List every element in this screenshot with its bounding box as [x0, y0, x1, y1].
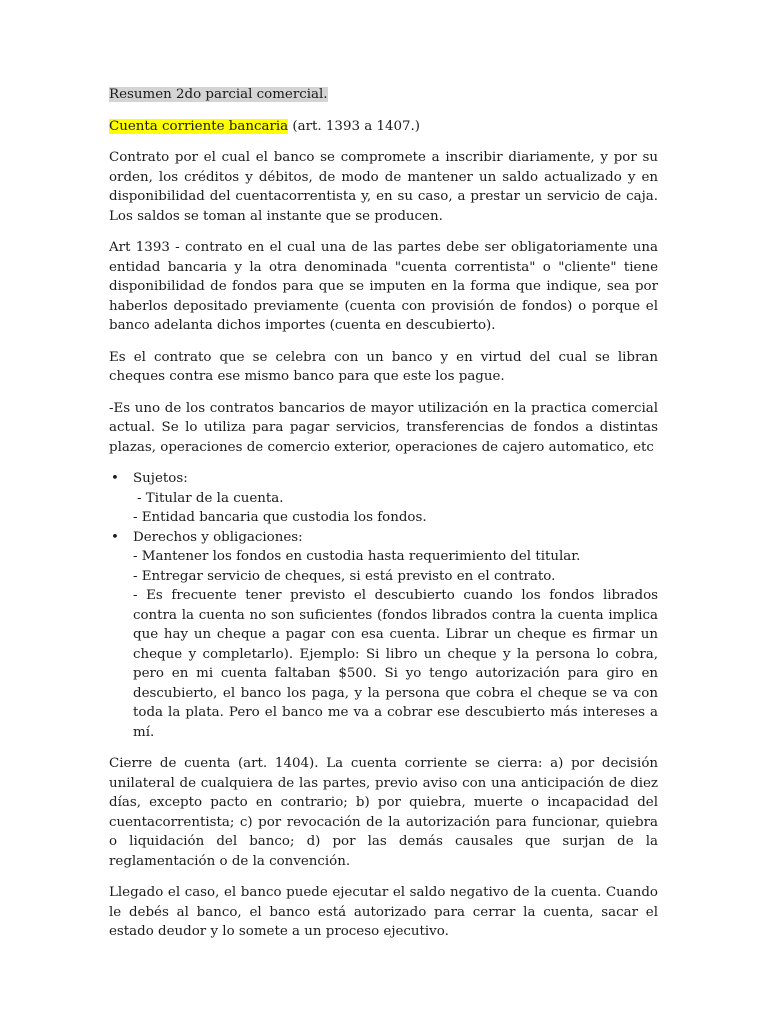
heading-article-ref: (art. 1393 a 1407.)	[288, 118, 421, 134]
sub-item: - Mantener los fondos en custodia hasta requerimiento del titular.	[133, 549, 581, 564]
sub-item: - Entidad bancaria que custodia los fondos.	[133, 510, 427, 525]
bullet-icon: •	[111, 471, 119, 486]
paragraph-art-1393: Art 1393 - contrato en el cual una de las partes debe ser obligatoriamente una entidad bancaria y la otra denominada "cuenta correntista" o "cliente" tiene disponibilidad de fondos para que se imputen en la forma que indique, sea por haberlos depositado previamente (cuenta con provisión de fondos) o porque el banco adelanta dichos importes (cuenta en descubierto).	[109, 240, 658, 333]
paragraph-cierre-cuenta: Cierre de cuenta (art. 1404). La cuenta corriente se cierra: a) por decisión unilateral de cualquiera de las partes, previo aviso con una anticipación de diez días, excepto pacto en contrario; b) por quiebra, muerte o incapacidad del cuentacorrentista; c) por revocación de la autorización para funcionar, quiebra o liquidación del banco; d) por las demás causales que surjan de la reglamentación o de la convención.	[109, 756, 658, 869]
document-title	[109, 85, 658, 105]
bullet-list	[109, 469, 658, 742]
list-item-sujetos	[109, 469, 658, 528]
paragraph-utilizacion: -Es uno de los contratos bancarios de mayor utilización en la practica comercial actual. Se lo utiliza para pagar servicios, transferencias de fondos a distintas plazas, operaciones de comercio exterior, operaciones de cajero automatico, etc	[109, 400, 658, 455]
heading-highlighted: Cuenta corriente bancaria	[109, 118, 289, 134]
sub-item: - Titular de la cuenta.	[137, 490, 284, 506]
bullet-label: Sujetos:	[133, 471, 188, 486]
paragraph-definition: Contrato por el cual el banco se compromete a inscribir diariamente, y por su orden, los créditos y débitos, de modo de mantener un saldo actualizado y en disponibilidad del cuentacorrentista y, en su caso, a prestar un servicio de caja. Los saldos se toman al instante que se producen.	[109, 150, 658, 224]
document-body	[109, 85, 658, 954]
section-heading	[109, 117, 658, 137]
paragraph-saldo-negativo: Llegado el caso, el banco puede ejecutar el saldo negativo de la cuenta. Cuando le debés al banco, el banco está autorizado para cerrar la cuenta, sacar el estado deudor y lo somete a un proceso ejecutivo.	[109, 885, 658, 939]
list-item-derechos	[109, 528, 658, 743]
title-text: Resumen 2do parcial comercial.	[109, 87, 328, 102]
sub-item: - Entregar servicio de cheques, si está previsto en el contrato.	[133, 568, 556, 584]
paragraph-cheques: Es el contrato que se celebra con un banco y en virtud del cual se libran cheques contra ese mismo banco para que este los pague.	[109, 349, 658, 384]
bullet-label: Derechos y obligaciones:	[133, 529, 303, 545]
sub-item: - Es frecuente tener previsto el descubierto cuando los fondos librados contra la cuenta no son suficientes (fondos librados contra la cuenta implica que hay un cheque a pagar con esa cuenta. Librar un cheque es firmar un cheque y completarlo). Ejemplo: Si libro un cheque y la persona lo cobra, pero en mi cuenta faltaban $500. Si yo tengo autorización para giro en descubierto, el banco los paga, y la persona que cobra el cheque se va con toda la plata. Pero el banco me va a cobrar ese descubierto más intereses a mí.	[133, 588, 658, 740]
bullet-icon: •	[111, 529, 119, 545]
